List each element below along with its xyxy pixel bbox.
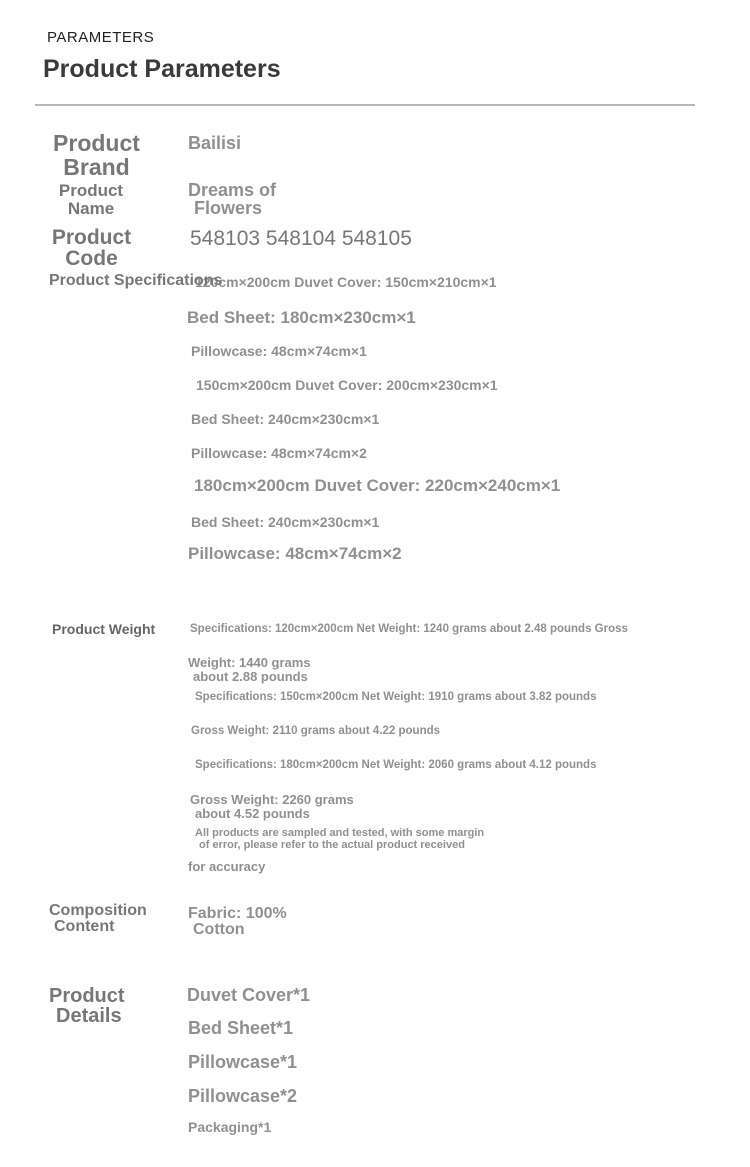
brand-value: Bailisi <box>188 133 242 153</box>
composition-value-line2: Cotton <box>193 921 245 938</box>
spec-line-5: Bed Sheet: 240cm×230cm×1 <box>191 411 380 427</box>
details-line-1: Duvet Cover*1 <box>187 985 311 1005</box>
section-eyebrow: PARAMETERS <box>47 29 155 46</box>
composition-value-line1: Fabric: 100% <box>188 905 287 922</box>
details-label <box>49 986 125 1026</box>
spec-line-9: Pillowcase: 48cm×74cm×2 <box>188 544 402 563</box>
spec-line-1: 120cm×200cm Duvet Cover: 150cm×210cm×1 <box>195 274 497 290</box>
code-label <box>50 227 133 269</box>
details-line-5: Packaging*1 <box>188 1119 272 1135</box>
name-value <box>188 181 276 217</box>
brand-label <box>48 132 145 179</box>
weight-line-6: Specifications: 180cm×200cm Net Weight: 2060 grams about 4.12 pounds <box>195 759 597 771</box>
weight-line-4: Specifications: 150cm×200cm Net Weight: 1910 grams about 3.82 pounds <box>195 691 597 703</box>
spec-line-3: Pillowcase: 48cm×74cm×1 <box>191 343 367 359</box>
code-value: 548103 548104 548105 <box>190 227 412 250</box>
weight-line-5: Gross Weight: 2110 grams about 4.22 pounds <box>191 725 441 737</box>
name-value-line2: Flowers <box>194 198 263 218</box>
brand-label-line1: Product <box>53 130 140 156</box>
details-line-2: Bed Sheet*1 <box>188 1018 294 1038</box>
composition-label-line2: Content <box>54 918 115 935</box>
page-title: Product Parameters <box>43 55 281 83</box>
weight-line-1: Specifications: 120cm×200cm Net Weight: 1240 grams about 2.48 pounds Gross <box>190 623 628 635</box>
weight-line-11: for accuracy <box>188 859 266 874</box>
code-label-line2: Code <box>65 247 118 270</box>
weight-line-7: Gross Weight: 2260 grams <box>190 792 354 807</box>
weight-line-10: of error, please refer to the actual product received <box>199 839 465 851</box>
specifications-label: Product Specifications <box>49 272 223 289</box>
weight-line-2: Weight: 1440 grams <box>188 655 311 670</box>
name-label-line1: Product <box>58 181 124 200</box>
spec-line-7: 180cm×200cm Duvet Cover: 220cm×240cm×1 <box>194 476 561 495</box>
spec-line-8: Bed Sheet: 240cm×230cm×1 <box>191 514 380 530</box>
weight-line-9: All products are sampled and tested, with some margin <box>195 827 485 839</box>
details-line-4: Pillowcase*2 <box>188 1086 298 1106</box>
brand-label-line2: Brand <box>63 154 130 180</box>
spec-line-4: 150cm×200cm Duvet Cover: 200cm×230cm×1 <box>196 377 498 393</box>
composition-label-line1: Composition <box>49 902 147 919</box>
weight-label: Product Weight <box>52 621 156 637</box>
weight-line-8: about 4.52 pounds <box>195 806 310 821</box>
details-line-3: Pillowcase*1 <box>188 1052 298 1072</box>
spec-line-6: Pillowcase: 48cm×74cm×2 <box>191 445 367 461</box>
name-value-line1: Dreams of <box>188 180 277 200</box>
composition-label <box>49 903 147 935</box>
composition-value <box>188 906 287 938</box>
code-label-line1: Product <box>51 226 132 249</box>
details-label-line2: Details <box>56 1005 122 1027</box>
spec-line-2: Bed Sheet: 180cm×230cm×1 <box>187 308 416 327</box>
weight-line-3: about 2.88 pounds <box>193 669 308 684</box>
header-divider <box>35 104 695 106</box>
name-label <box>52 182 130 217</box>
name-label-line2: Name <box>67 199 115 218</box>
details-label-line1: Product <box>49 985 125 1007</box>
